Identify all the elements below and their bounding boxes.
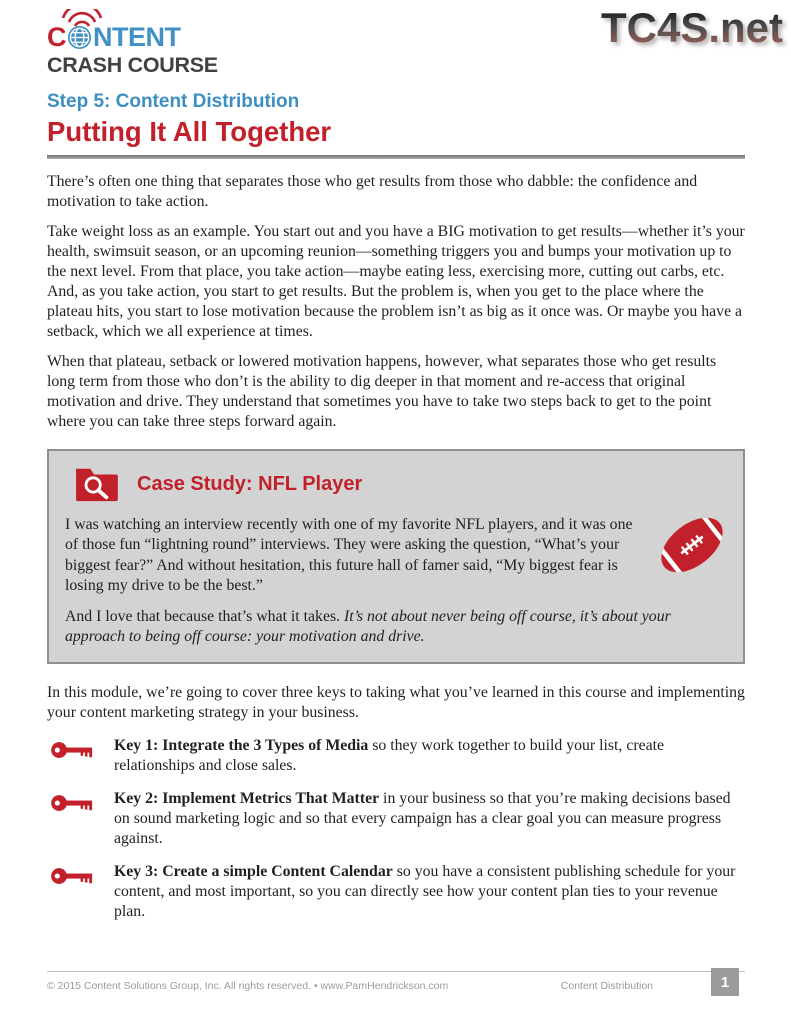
signal-waves-icon bbox=[55, 9, 109, 29]
key-item bbox=[47, 736, 745, 776]
case-study-conclusion-normal: And I love that because that’s what it takes. bbox=[65, 608, 344, 626]
content-crash-course-logo bbox=[47, 24, 218, 77]
step-heading: Step 5: Content Distribution bbox=[47, 90, 300, 112]
key-rest: so they work together to build your list, create relationships and close sales. bbox=[114, 736, 665, 774]
key-rest: in your business so that you’re making decisions based on sound marketing logic and so that every campaign has a clear goal you can measure progress against. bbox=[114, 789, 731, 847]
case-study-conclusion bbox=[65, 607, 727, 647]
case-study-header bbox=[65, 463, 727, 506]
key-text bbox=[114, 789, 745, 849]
case-study-box bbox=[47, 449, 745, 663]
logo-word-rest: NTENT bbox=[93, 22, 181, 52]
key-text bbox=[114, 736, 745, 776]
key-text bbox=[114, 862, 745, 922]
footer-section-label: Content Distribution bbox=[560, 980, 653, 992]
logo-letter-c: C bbox=[47, 22, 66, 52]
page-number-badge: 1 bbox=[711, 968, 739, 996]
module-intro: In this module, we’re going to cover three keys to taking what you’ve learned in this course and implementing your content marketing strategy in your business. bbox=[47, 683, 745, 721]
key-icon bbox=[47, 789, 97, 816]
case-study-conclusion-italic: It’s not about never being off course, it’s about your approach to being off course: your motivation and drive. bbox=[65, 608, 671, 646]
key-icon bbox=[47, 862, 97, 889]
paragraph: There’s often one thing that separates those who get results from those who dabble: the confidence and motivation to take action. bbox=[47, 172, 698, 210]
watermark-top-right: TC4S.net bbox=[600, 4, 783, 51]
paragraph: When that plateau, setback or lowered motivation happens, however, what separates those who get results long term from those who don’t is the ability to dig deeper in that moment and re-access that original motivation and drive. They understand that sometimes you have to take two steps back to get to the point where you can take three steps forward again. bbox=[47, 353, 717, 431]
folder-search-icon bbox=[73, 465, 119, 503]
key-icon bbox=[47, 736, 97, 763]
key-rest: so you have a consistent publishing schedule for your content, and most important, so you can directly see how your content plan ties to your revenue plan. bbox=[114, 862, 736, 920]
key-item bbox=[47, 862, 745, 922]
key-item bbox=[47, 789, 745, 849]
footer bbox=[47, 971, 745, 992]
logo-subtitle: CRASH COURSE bbox=[47, 53, 218, 77]
case-study-heading: Case Study: NFL Player bbox=[137, 472, 363, 495]
page-title: Putting It All Together bbox=[47, 116, 332, 148]
heading-rule bbox=[47, 155, 745, 159]
footer-copyright: © 2015 Content Solutions Group, Inc. All rights reserved. • www.PamHendrickson.com bbox=[47, 980, 449, 992]
paragraph: Take weight loss as an example. You start out and you have a BIG motivation to get results—whether it’s your health, swimsuit season, or an upcoming reunion—something triggers you and bumps your motivation up to the next level. From that place, you take action—maybe eating less, exercising more, cutting out carbs, etc. And, as you take action, you start to get results. But the problem is, when you get to the place where the plateau hits, you start to lose motivation because the problem isn’t as big as it once was. Or maybe you have a setback, which we all experience at times. bbox=[47, 222, 745, 340]
key-bold: Key 3: Create a simple Content Calendar bbox=[114, 862, 393, 880]
case-study-body: I was watching an interview recently with one of my favorite NFL players, and it was one of those fun “lightning round” interviews. They were asking the question, “What’s your biggest fear?” And without hesitation, this future hall of famer said, “My biggest fear is losing my drive to be the best.” bbox=[65, 516, 633, 594]
key-bold: Key 1: Integrate the 3 Types of Media bbox=[114, 736, 369, 754]
football-icon bbox=[651, 507, 733, 583]
key-bold: Key 2: Implement Metrics That Matter bbox=[114, 789, 380, 807]
